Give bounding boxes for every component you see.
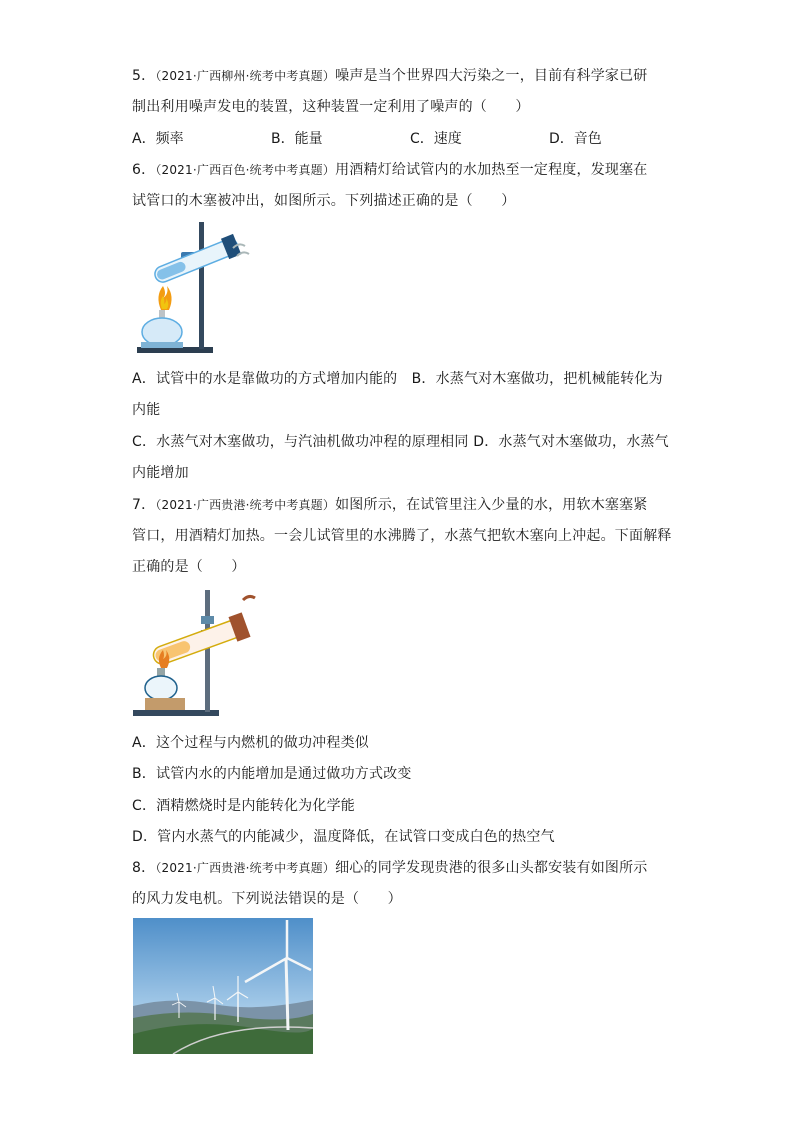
q7-option-b: B．试管内水的内能增加是通过做功方式改变 — [132, 766, 412, 782]
q6-stem-1: 用酒精灯给试管内的水加热至一定程度，发现塞在 — [335, 162, 648, 178]
q7-line1 — [132, 495, 648, 515]
q8-wind-turbine-photo — [133, 918, 313, 1054]
q5-option-d: D．音色 — [549, 131, 602, 147]
q6-number: 6． — [132, 162, 156, 178]
q6-option-line4: 内能增加 — [132, 465, 189, 481]
q7-option-d: D．管内水蒸气的内能减少，温度降低，在试管口变成白色的热空气 — [132, 829, 555, 845]
q8-source: （2021·广西贵港·统考中考真题） — [155, 861, 336, 875]
q5-stem-1: 噪声是当个世界四大污染之一，目前有科学家已研 — [335, 68, 648, 84]
q5-option-b: B．能量 — [271, 131, 323, 147]
q5-stem-2: 制出利用噪声发电的装置，这种装置一定利用了噪声的（ ） — [132, 99, 530, 115]
q5-option-c: C．速度 — [410, 131, 462, 147]
q5-source: （2021·广西柳州·统考中考真题） — [155, 69, 336, 83]
q7-option-c: C．酒精燃烧时是内能转化为化学能 — [132, 798, 355, 814]
q7-number: 7． — [132, 497, 156, 513]
q7-option-a: A．这个过程与内燃机的做功冲程类似 — [132, 735, 369, 751]
q5-option-a: A．频率 — [132, 131, 184, 147]
q8-line1 — [132, 858, 648, 878]
q8-number: 8． — [132, 860, 156, 876]
q7-stem-1: 如图所示，在试管里注入少量的水，用软木塞塞紧 — [335, 497, 648, 513]
q8-stem-1: 细心的同学发现贵港的很多山头都安装有如图所示 — [335, 860, 648, 876]
q6-apparatus-figure — [133, 218, 253, 358]
q8-stem-2: 的风力发电机。下列说法错误的是（ ） — [132, 891, 402, 907]
q6-option-line2: 内能 — [132, 402, 161, 418]
q6-source: （2021·广西百色·统考中考真题） — [155, 163, 336, 177]
q5-number: 5． — [132, 68, 156, 84]
q5-line1 — [132, 66, 648, 86]
q7-source: （2021·广西贵港·统考中考真题） — [155, 498, 336, 512]
q7-stem-2: 管口，用酒精灯加热。一会儿试管里的水沸腾了，水蒸气把软木塞向上冲起。下面解释 — [132, 528, 672, 544]
q6-line1 — [132, 160, 648, 180]
q6-option-line3: C．水蒸气对木塞做功，与汽油机做功冲程的原理相同 D．水蒸气对木塞做功，水蒸气 — [132, 434, 669, 450]
q6-option-line1: A．试管中的水是靠做功的方式增加内能的 B．水蒸气对木塞做功，把机械能转化为 — [132, 371, 663, 387]
q6-stem-2: 试管口的木塞被冲出，如图所示。下列描述正确的是（ ） — [132, 193, 516, 209]
q7-stem-3: 正确的是（ ） — [132, 559, 246, 575]
q7-apparatus-figure — [131, 586, 261, 720]
